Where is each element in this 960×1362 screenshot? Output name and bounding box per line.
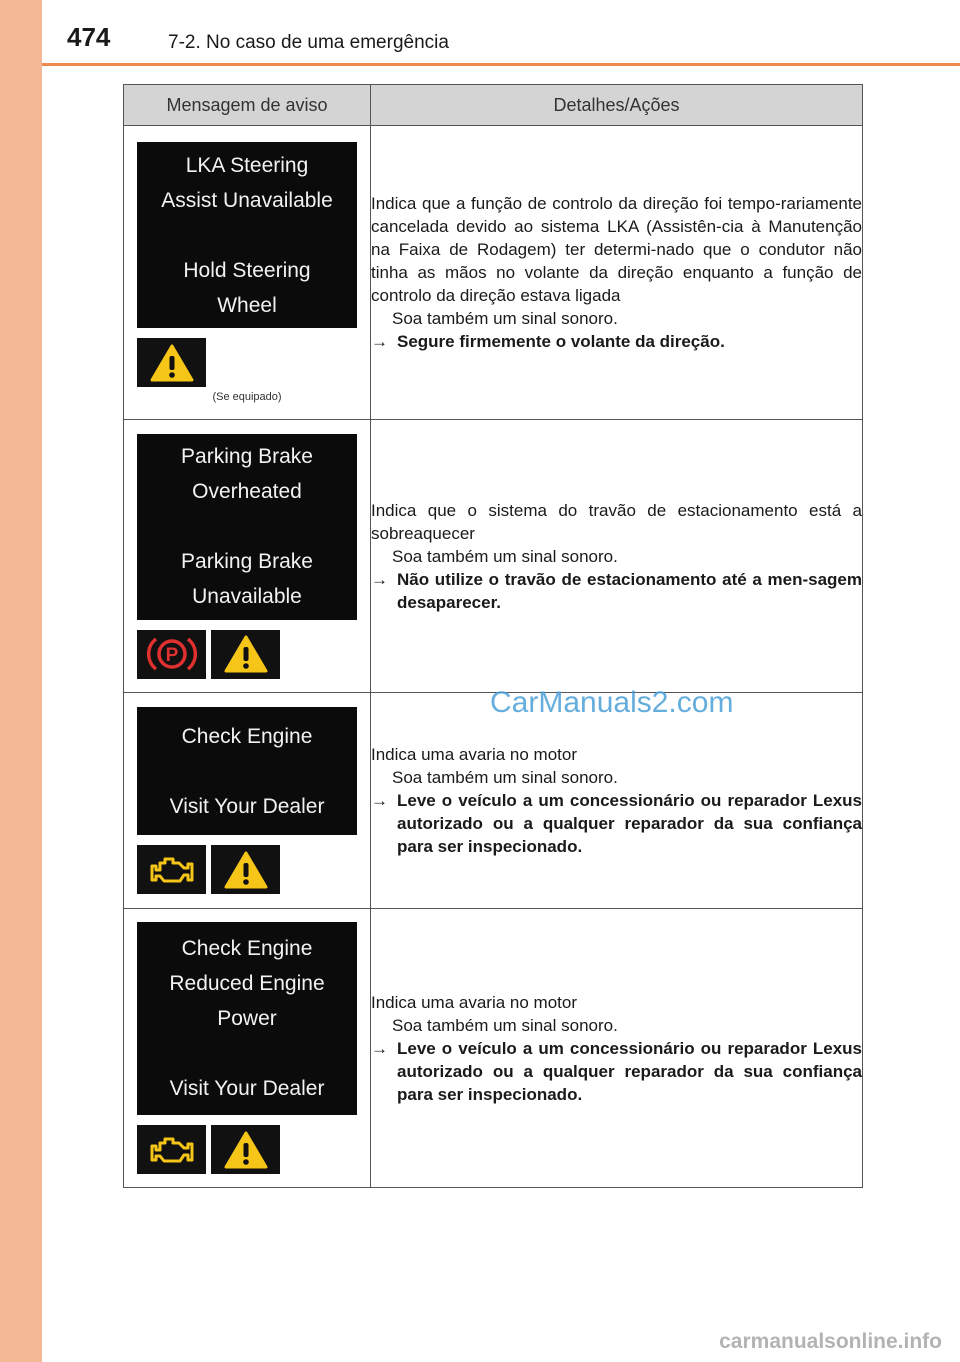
sound-text: Soa também um sinal sonoro.	[392, 546, 618, 566]
footer-watermark: carmanualsonline.info	[719, 1330, 942, 1353]
message-cell	[124, 693, 371, 909]
section-title: 7-2. No caso de uma emergência	[168, 32, 449, 53]
table-row	[124, 126, 863, 420]
display-line: Parking Brake	[181, 445, 313, 468]
table-header-row	[124, 85, 863, 126]
action-item	[371, 330, 862, 353]
warning-triangle-icon	[137, 338, 206, 387]
display-screen	[137, 922, 357, 1115]
svg-text:P: P	[165, 645, 178, 666]
display-line: Assist Unavailable	[161, 188, 333, 212]
action-item	[371, 568, 862, 614]
watermark: CarManuals2.com	[490, 686, 734, 719]
display-line: Reduced Engine	[169, 972, 325, 995]
icon-row	[137, 338, 370, 387]
message-cell	[124, 126, 371, 420]
arrow-icon: →	[371, 332, 388, 351]
warning-triangle-icon	[211, 1125, 280, 1174]
page-header	[42, 0, 960, 66]
details-cell	[371, 420, 863, 693]
column-header-message: Mensagem de aviso	[124, 85, 371, 126]
display-line: Visit Your Dealer	[169, 794, 325, 818]
arrow-icon: →	[371, 1038, 388, 1058]
arrow-icon: →	[371, 791, 388, 810]
check-engine-icon	[137, 1125, 206, 1174]
description-text: Indica uma avaria no motor	[371, 745, 577, 764]
icon-row	[137, 630, 370, 679]
display-line: LKA Steering	[185, 153, 309, 177]
page-number: 474	[67, 22, 111, 52]
action-item	[371, 1037, 862, 1106]
display-screen	[137, 142, 357, 328]
warning-triangle-icon	[211, 630, 280, 679]
display-spacer	[137, 509, 357, 544]
action-text: Leve o veículo a um concessionário ou reparador Lexus autorizado ou a qualquer reparador da sua confiança para ser inspecionado.	[397, 1038, 862, 1104]
icon-row	[137, 845, 370, 894]
display-line: Wheel	[217, 293, 277, 317]
display-line: Parking Brake	[181, 550, 313, 573]
action-item	[371, 789, 862, 858]
action-text: Leve o veículo a um concessionário ou reparador Lexus autorizado ou a qualquer reparador da sua confiança para ser inspecionado.	[397, 791, 862, 856]
equipped-caption: (Se equipado)	[212, 391, 282, 403]
check-engine-icon	[137, 845, 206, 894]
description-text: Indica uma avaria no motor	[371, 992, 577, 1012]
display-screen	[137, 434, 357, 620]
display-line: Hold Steering	[183, 258, 311, 282]
table-row	[124, 693, 863, 909]
display-line: Check Engine	[181, 937, 313, 960]
description-text: Indica que o sistema do travão de estacionamento está a sobreaquecer	[371, 500, 862, 543]
message-cell	[124, 909, 371, 1188]
action-text: Segure firmemente o volante da direção.	[397, 332, 725, 351]
description-text: Indica que a função de controlo da direção foi tempo-rariamente cancelada devido ao sistema LKA (Assistên-cia à Manutenção na Faixa de Rodagem) ter determi-nado que o condutor não tinha as mãos no volante da direção enquanto a função de controlo da direção estava ligada	[371, 194, 862, 305]
display-spacer	[137, 754, 357, 789]
sound-text: Soa também um sinal sonoro.	[392, 1015, 618, 1035]
details-cell	[371, 693, 863, 909]
warning-table	[123, 84, 863, 1188]
display-line: Check Engine	[181, 724, 313, 748]
icon-row	[137, 1125, 370, 1174]
header-rule	[42, 63, 960, 66]
column-header-details: Detalhes/Ações	[371, 85, 863, 126]
details-cell	[371, 126, 863, 420]
action-text: Não utilize o travão de estacionamento até a men-sagem desaparecer.	[397, 569, 862, 612]
display-line: Visit Your Dealer	[169, 1077, 325, 1100]
sound-text: Soa também um sinal sonoro.	[392, 768, 618, 787]
details-cell	[371, 909, 863, 1188]
display-line: Unavailable	[192, 585, 302, 608]
display-spacer	[137, 218, 357, 253]
warning-triangle-icon	[211, 845, 280, 894]
table-row	[124, 909, 863, 1188]
display-line: Overheated	[192, 480, 302, 503]
display-line: Power	[217, 1007, 277, 1030]
parking-brake-icon	[137, 630, 206, 679]
display-screen	[137, 707, 357, 835]
arrow-icon: →	[371, 569, 388, 589]
table-row	[124, 420, 863, 693]
side-strip	[0, 0, 42, 1362]
message-cell	[124, 420, 371, 693]
sound-text: Soa também um sinal sonoro.	[392, 309, 618, 328]
display-spacer	[137, 1036, 357, 1071]
